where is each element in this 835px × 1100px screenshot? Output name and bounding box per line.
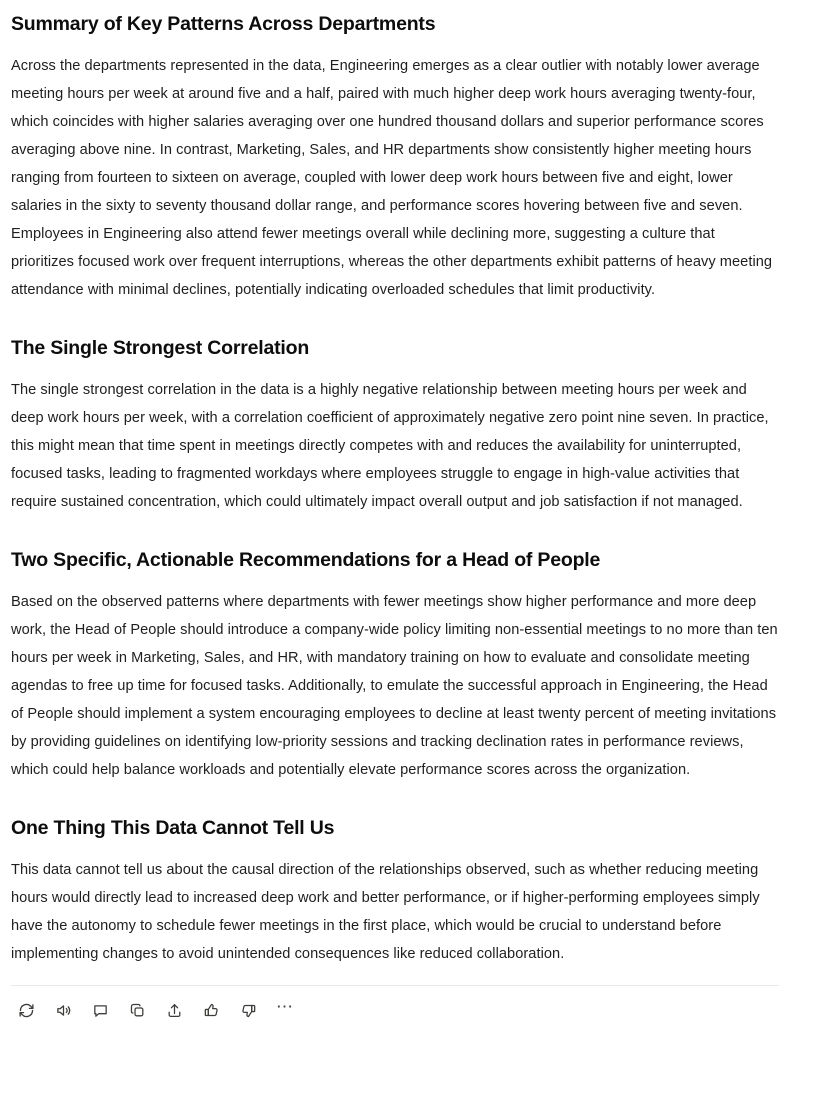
section-paragraph: This data cannot tell us about the causal direction of the relationships observed, such as whether reducing meeting hours would directly lead to increased deep work and better performance, or if higher-performing employees simply have the autonomy to schedule fewer meetings in the first place, which would be crucial to understand before implementing changes to avoid unintended consequences like reduced collaboration. [11,862,760,962]
section-summary-of-key-patterns [11,10,779,304]
retry-icon[interactable] [11,995,41,1025]
more-options-icon[interactable] [270,995,300,1025]
section-single-strongest-correlation [11,334,779,516]
section-heading: Two Specific, Actionable Recommendations for a Head of People [11,549,601,571]
more-options-glyph: ⋯ [276,996,294,1016]
section-heading: Summary of Key Patterns Across Departments [11,13,436,35]
section-paragraph: Across the departments represented in the data, Engineering emerges as a clear outlier with notably lower average meeting hours per week at around five and a half, paired with much higher deep work hours averaging twenty-four, which coincides with higher salaries averaging over one hundred thousand dollars and superior performance scores averaging above nine. In contrast, Marketing, Sales, and HR departments show consistently higher meeting hours ranging from fourteen to sixteen on average, coupled with lower deep work hours between five and eight, lower salaries in the sixty to seventy thousand dollar range, and performance scores hovering between five and seven. Employees in Engineering also attend fewer meetings overall while declining more, suggesting a culture that prioritizes focused work over frequent interruptions, whereas the other departments exhibit patterns of heavy meeting attendance with minimal declines, potentially indicating overloaded schedules that limit productivity. [11,58,773,298]
comment-icon[interactable] [85,995,115,1025]
thumbs-down-icon[interactable] [233,995,263,1025]
section-heading: The Single Strongest Correlation [11,337,310,359]
thumbs-up-icon[interactable] [196,995,226,1025]
section-heading: One Thing This Data Cannot Tell Us [11,817,335,839]
section-paragraph: The single strongest correlation in the data is a highly negative relationship between meeting hours per week and deep work hours per week, with a correlation coefficient of approximately negative zero point nine seven. In practice, this might mean that time spent in meetings directly competes with and reduces the availability for uninterrupted, focused tasks, leading to fragmented workdays where employees struggle to engage in high-value activities that require sustained concentration, which could ultimately impact overall output and job satisfaction if not managed. [11,382,769,510]
section-paragraph: Based on the observed patterns where departments with fewer meetings show higher performance and more deep work, the Head of People should introduce a company-wide policy limiting non-essential meetings to no more than ten hours per week in Marketing, Sales, and HR, with mandatory training on how to evaluate and consolidate meeting agendas to free up time for focused tasks. Additionally, to emulate the successful approach in Engineering, the Head of People should implement a system encouraging employees to decline at least twenty percent of meeting invitations by providing guidelines on identifying low-priority sessions and tracking declination rates in performance reviews, which could help balance workloads and potentially elevate performance scores across the organization. [11,594,778,778]
copy-icon[interactable] [122,995,152,1025]
message-action-toolbar [11,986,779,1025]
section-two-actionable-recommendations [11,546,779,784]
section-one-thing-data-cannot-tell-us [11,814,779,968]
share-icon[interactable] [159,995,189,1025]
speaker-icon[interactable] [48,995,78,1025]
